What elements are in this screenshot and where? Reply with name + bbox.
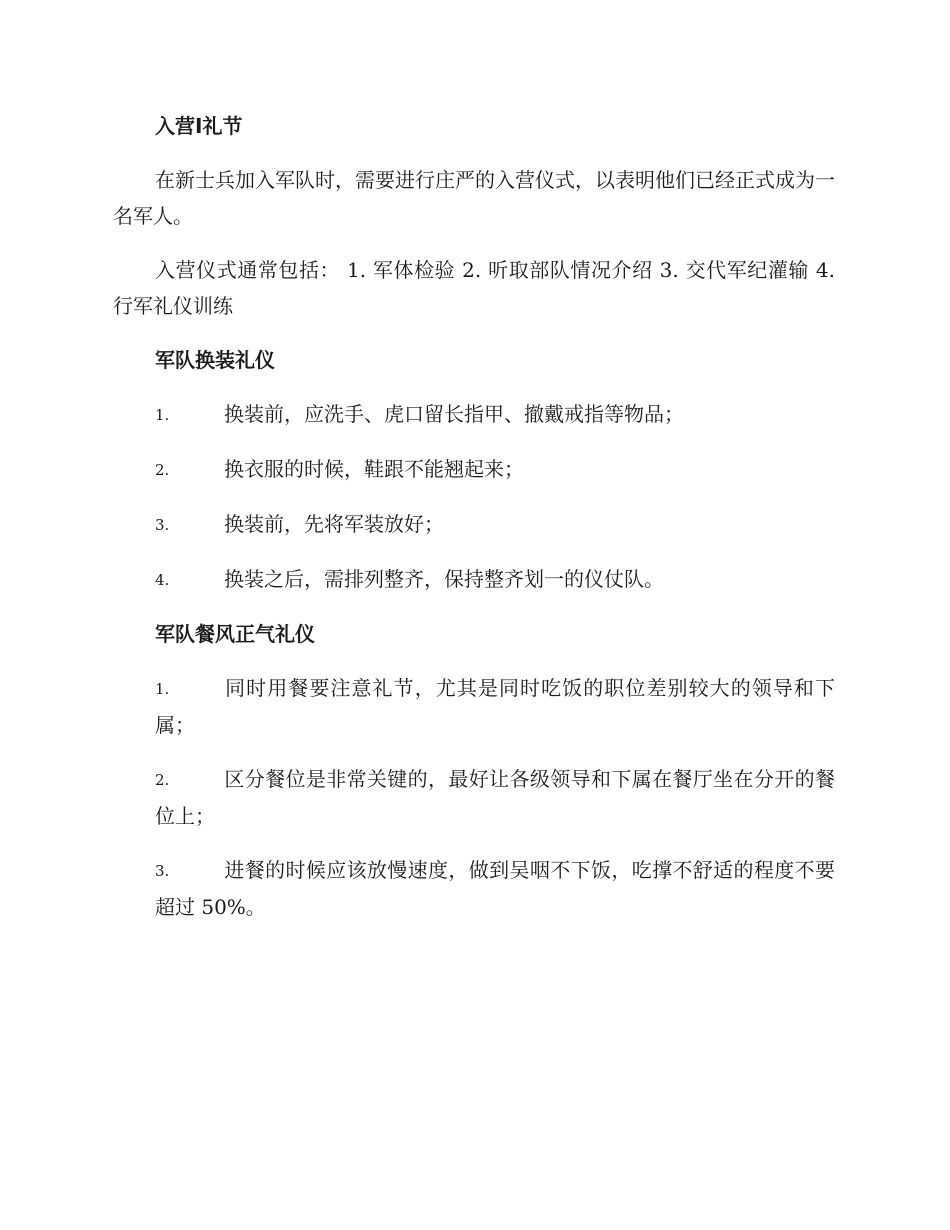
list-item — [113, 561, 835, 598]
list-item-text: 同时用餐要注意礼节，尤其是同时吃饭的职位差别较大的领导和下属； — [155, 676, 835, 737]
list-item-number: 4. — [155, 571, 170, 589]
list-item-text: 换装之后，需排列整齐，保持整齐划一的仪仗队。 — [224, 567, 664, 591]
list-item-number: 3. — [155, 516, 170, 534]
list-item-text: 换衣服的时候，鞋跟不能翘起来； — [224, 457, 524, 481]
list-item — [113, 451, 835, 488]
list-item — [113, 396, 835, 433]
list-item-text: 换装前，应洗手、虎口留长指甲、撤戴戒指等物品； — [224, 402, 684, 426]
section-title-entry-etiquette: 入营Ⅰ礼节 — [155, 114, 243, 138]
list-item-text: 区分餐位是非常关键的，最好让各级领导和下属在餐厅坐在分开的餐位上； — [155, 767, 835, 828]
paragraph: 入营仪式通常包括： 1. 军体检验 2. 听取部队情况介绍 3. 交代军纪灌输 4. 行军礼仪训练 — [113, 258, 835, 318]
section-title-uniform-change: 军队换装礼仪 — [155, 348, 275, 372]
document-body — [113, 108, 835, 943]
list-item-number: 2. — [155, 771, 170, 789]
list-item — [113, 670, 835, 743]
list-item — [113, 506, 835, 543]
paragraph: 在新士兵加入军队时，需要进行庄严的入营仪式，以表明他们已经正式成为一名军人。 — [113, 168, 835, 228]
list-item — [113, 852, 835, 925]
list-item-number: 2. — [155, 461, 170, 479]
list-item — [113, 761, 835, 834]
list-item-number: 1. — [155, 680, 170, 698]
list-item-text: 进餐的时候应该放慢速度，做到吴咽不下饭，吃撑不舒适的程度不要超过 50%。 — [155, 858, 835, 919]
list-item-number: 3. — [155, 862, 170, 880]
section-title-dining-etiquette: 军队餐风正气礼仪 — [155, 622, 315, 646]
list-item-number: 1. — [155, 406, 170, 424]
list-item-text: 换装前，先将军装放好； — [224, 512, 444, 536]
